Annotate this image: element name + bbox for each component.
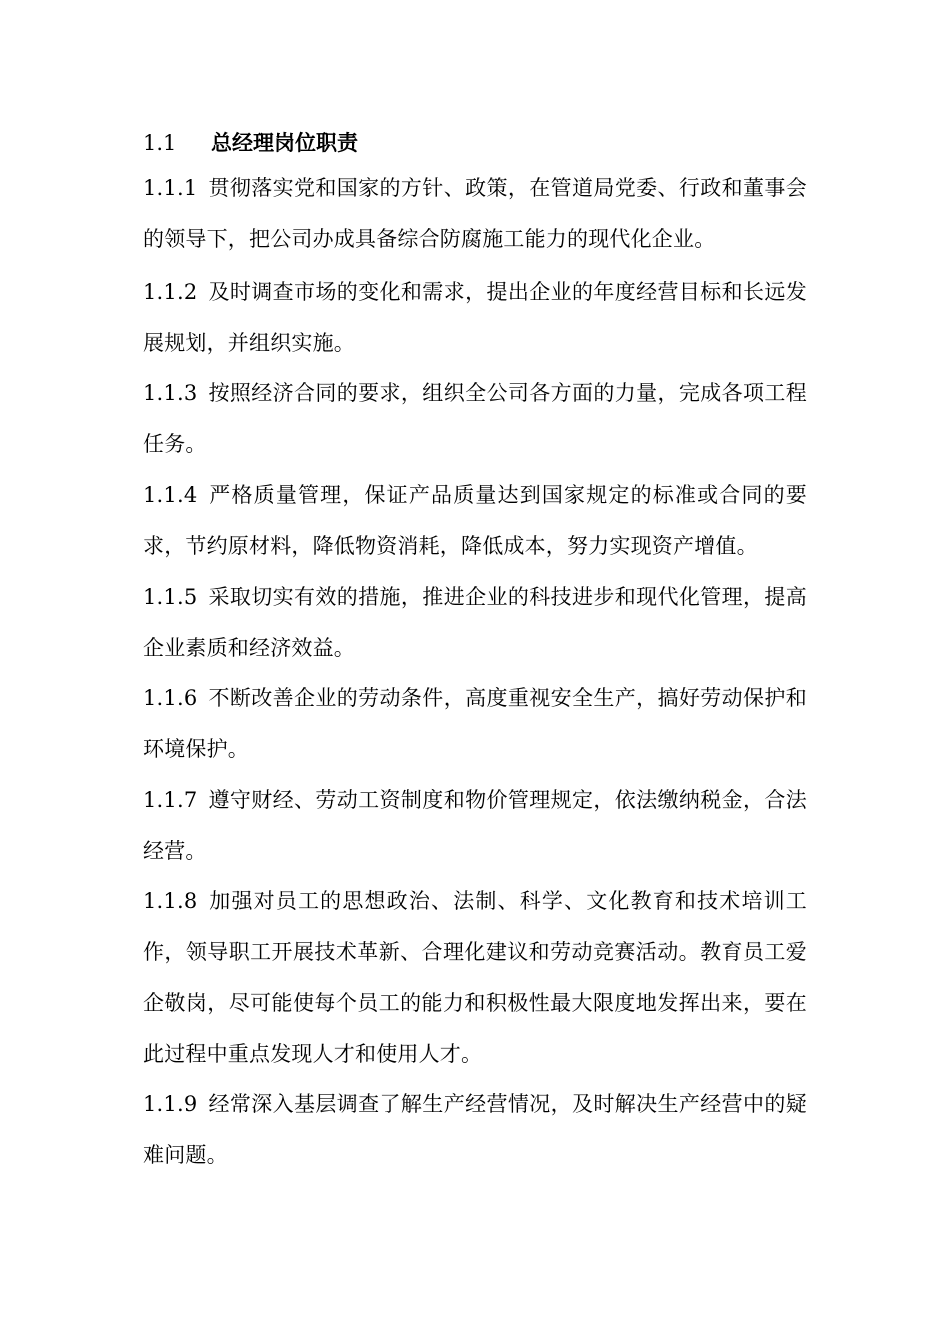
duty-item <box>143 775 807 877</box>
duty-number: 1.1.2 <box>143 280 198 304</box>
duty-text: 经常深入基层调查了解生产经营情况，及时解决生产经营中的疑难问题。 <box>143 1092 807 1167</box>
section-heading <box>143 126 358 160</box>
section-title: 总经理岗位职责 <box>211 130 358 155</box>
duty-number: 1.1.6 <box>143 686 198 710</box>
duty-text: 不断改善企业的劳动条件，高度重视安全生产，搞好劳动保护和环境保护。 <box>143 686 807 761</box>
duty-item <box>143 673 807 775</box>
duty-number: 1.1.9 <box>143 1092 198 1116</box>
duty-text: 加强对员工的思想政治、法制、科学、文化教育和技术培训工作，领导职工开展技术革新、合理化建议和劳动竞赛活动。教育员工爱企敬岗，尽可能使每个员工的能力和积极性最大限度地发挥出来，要在此过程中重点发现人才和使用人才。 <box>143 889 807 1066</box>
duty-number: 1.1.1 <box>143 176 198 200</box>
duty-text: 严格质量管理，保证产品质量达到国家规定的标准或合同的要求，节约原材料，降低物资消耗，降低成本，努力实现资产增值。 <box>143 483 807 558</box>
duty-number: 1.1.3 <box>143 381 198 405</box>
duty-text: 按照经济合同的要求，组织全公司各方面的力量，完成各项工程任务。 <box>143 381 807 456</box>
duty-item <box>143 368 807 470</box>
section-number: 1.1 <box>143 131 177 155</box>
duty-number: 1.1.5 <box>143 585 198 609</box>
duty-item <box>143 876 807 1080</box>
duty-item <box>143 572 807 674</box>
duty-text: 遵守财经、劳动工资制度和物价管理规定，依法缴纳税金，合法经营。 <box>143 788 807 863</box>
duty-item <box>143 1079 807 1181</box>
duty-item <box>143 163 807 265</box>
duty-text: 贯彻落实党和国家的方针、政策，在管道局党委、行政和董事会的领导下，把公司办成具备综合防腐施工能力的现代化企业。 <box>143 176 807 251</box>
duty-item <box>143 267 807 369</box>
duty-text: 及时调查市场的变化和需求，提出企业的年度经营目标和长远发展规划，并组织实施。 <box>143 280 807 355</box>
duty-text: 采取切实有效的措施，推进企业的科技进步和现代化管理，提高企业素质和经济效益。 <box>143 585 807 660</box>
duty-number: 1.1.7 <box>143 788 198 812</box>
duty-number: 1.1.4 <box>143 483 198 507</box>
duty-number: 1.1.8 <box>143 889 198 913</box>
duty-item <box>143 470 807 572</box>
